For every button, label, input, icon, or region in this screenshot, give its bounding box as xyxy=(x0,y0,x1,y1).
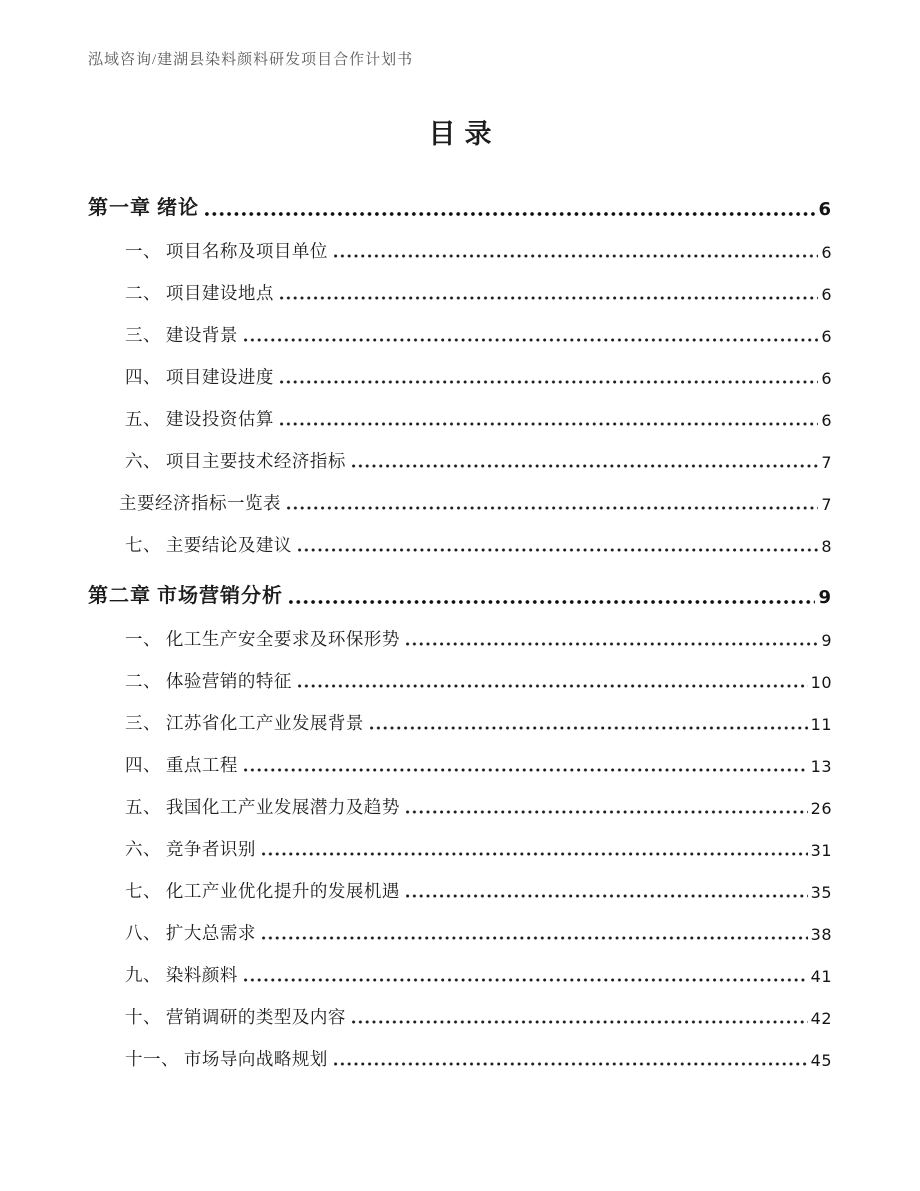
toc-chapter-row[interactable] xyxy=(88,176,832,221)
toc-entry-label: 主要经济指标一览表 xyxy=(119,493,281,514)
toc-title: 目录 xyxy=(428,119,501,149)
toc-item-row[interactable] xyxy=(88,263,832,305)
toc-entry-label: 五、 建设投资估算 xyxy=(125,409,274,430)
toc-page-number: 8 xyxy=(821,537,832,556)
toc-item-row[interactable] xyxy=(88,1029,832,1071)
toc-chapter-label: 第一章 绪论 xyxy=(88,197,199,219)
toc-page-number: 26 xyxy=(810,799,832,818)
dot-leader xyxy=(262,851,808,857)
toc-item-row[interactable] xyxy=(88,861,832,903)
dot-leader xyxy=(370,725,808,731)
dot-leader xyxy=(298,683,808,689)
toc-item-row[interactable] xyxy=(88,609,832,651)
toc-page-number: 13 xyxy=(810,757,832,776)
toc-item-row[interactable] xyxy=(88,777,832,819)
toc-page-number: 45 xyxy=(810,1051,832,1070)
toc-item-row[interactable] xyxy=(88,819,832,861)
toc-page-number: 7 xyxy=(821,495,832,514)
toc-chapter-row[interactable] xyxy=(88,564,832,609)
toc-item-row[interactable] xyxy=(88,431,832,473)
toc-entry-label: 十一、 市场导向战略规划 xyxy=(125,1049,328,1070)
toc-item-row[interactable] xyxy=(88,735,832,777)
toc-entry-label: 六、 竞争者识别 xyxy=(125,839,256,860)
dot-leader xyxy=(352,1019,808,1025)
toc-entry-label: 五、 我国化工产业发展潜力及趋势 xyxy=(125,797,400,818)
dot-leader xyxy=(334,253,818,259)
toc-entry-label: 四、 重点工程 xyxy=(125,755,238,776)
toc-entry-label: 六、 项目主要技术经济指标 xyxy=(125,451,346,472)
toc-page-number: 41 xyxy=(810,967,832,986)
toc-page-number: 31 xyxy=(810,841,832,860)
toc-page-number: 38 xyxy=(810,925,832,944)
toc-item-row[interactable] xyxy=(88,221,832,263)
toc-item-row[interactable] xyxy=(88,693,832,735)
toc-page-number: 6 xyxy=(821,411,832,430)
toc-page-number: 6 xyxy=(821,285,832,304)
dot-leader xyxy=(334,1061,808,1067)
toc-item-row[interactable] xyxy=(88,347,832,389)
dot-leader xyxy=(244,337,818,343)
toc-item-row[interactable] xyxy=(88,473,832,515)
toc-page-number: 9 xyxy=(821,631,832,650)
toc-entry-label: 一、 项目名称及项目单位 xyxy=(125,241,328,262)
toc-entry-label: 四、 项目建设进度 xyxy=(125,367,274,388)
dot-leader xyxy=(244,767,808,773)
toc-item-row[interactable] xyxy=(88,945,832,987)
dot-leader xyxy=(205,211,815,217)
toc-entry-label: 十、 营销调研的类型及内容 xyxy=(125,1007,346,1028)
dot-leader xyxy=(406,893,808,899)
toc-item-row[interactable] xyxy=(88,515,832,557)
toc-page-number: 6 xyxy=(821,369,832,388)
toc-item-row[interactable] xyxy=(88,305,832,347)
toc-page-number: 35 xyxy=(810,883,832,902)
toc-item-row[interactable] xyxy=(88,987,832,1029)
toc-page-number: 10 xyxy=(810,673,832,692)
toc-chapter-label: 第二章 市场营销分析 xyxy=(88,585,283,607)
toc-page-number: 42 xyxy=(810,1009,832,1028)
dot-leader xyxy=(262,935,808,941)
document-header-text: 泓域咨询/建湖县染料颜料研发项目合作计划书 xyxy=(88,52,414,68)
dot-leader xyxy=(287,505,818,511)
toc-item-row[interactable] xyxy=(88,903,832,945)
toc-entry-label: 三、 建设背景 xyxy=(125,325,238,346)
toc-page-number: 6 xyxy=(821,327,832,346)
toc-entry-label: 八、 扩大总需求 xyxy=(125,923,256,944)
dot-leader xyxy=(298,547,818,553)
dot-leader xyxy=(289,599,815,605)
toc-entry-label: 七、 化工产业优化提升的发展机遇 xyxy=(125,881,400,902)
toc-page-number: 7 xyxy=(821,453,832,472)
toc-entry-label: 一、 化工生产安全要求及环保形势 xyxy=(125,629,400,650)
toc-entry-label: 二、 项目建设地点 xyxy=(125,283,274,304)
table-of-contents xyxy=(88,176,832,1071)
dot-leader xyxy=(280,421,818,427)
toc-page-number: 6 xyxy=(818,198,832,220)
dot-leader xyxy=(280,295,818,301)
toc-entry-label: 二、 体验营销的特征 xyxy=(125,671,292,692)
dot-leader xyxy=(244,977,808,983)
toc-item-row[interactable] xyxy=(88,651,832,693)
toc-entry-label: 三、 江苏省化工产业发展背景 xyxy=(125,713,364,734)
toc-item-row[interactable] xyxy=(88,389,832,431)
dot-leader xyxy=(406,809,808,815)
toc-page-number: 9 xyxy=(818,586,832,608)
toc-page-number: 11 xyxy=(810,715,832,734)
dot-leader xyxy=(280,379,818,385)
dot-leader xyxy=(352,463,818,469)
toc-entry-label: 七、 主要结论及建议 xyxy=(125,535,292,556)
toc-entry-label: 九、 染料颜料 xyxy=(125,965,238,986)
toc-page-number: 6 xyxy=(821,243,832,262)
dot-leader xyxy=(406,641,818,647)
